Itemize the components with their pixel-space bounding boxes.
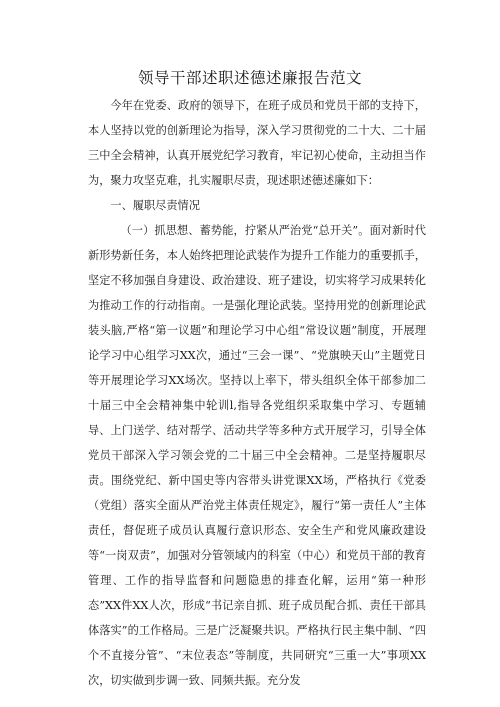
intro-paragraph: 今年在党委、政府的领导下，在班子成员和党员干部的支持下，本人坚持以党的创新理论为指导，深入学习贯彻党的二十大、二十届三中全会精神，认真开展党纪学习教育，牢记初心使命，主动担当作为，聚力攻坚克难，扎实履职尽责，现述职述德述廉如下： (88, 99, 426, 187)
section-heading: 一、履职尽责情况 (110, 199, 200, 212)
document-title: 领导干部述职述德述廉报告范文 (137, 69, 362, 87)
body-paragraph: （一）抓思想、蓄势能，拧紧从严治党“总开关”。面对新时代新形势新任务，本人始终把理论武装作为提升工作能力的重要抓手，坚定不移加强自身建设、政治建设、班子建设，切实将学习成果转化为推动工作的行动指南。一是强化理论武装。坚持用党的创新理论武装头脑,严格“第一议题”和理论学习中心组“常设议题”制度，开展理论学习中心组学习XX次，通过“三会一课”、“党旗映天山”主题党日等开展理论学习XX场次。坚持以上率下，带头组织全体干部参加二十届三中全会精神集中轮训l,指导各党组织采取集中学习、专题辅导、上门送学、结对帮学、活动共学等多种方式开展学习，引导全体党员干部深入学习领会党的二十届三中全会精神。二是坚持履职尽责。围绕党纪、新中国史等内容带头讲党课XX场，严格执行《党委（党组）落实全面从严治党主体责任规定》，履行“第一责任人”主体责任，督促班子成员认真履行意识形态、安全生产和党风廉政建设等“一岗双责”，加强对分管领域内的科室（中心）和党员干部的教育管理、工作的指导监督和问题隐患的排查化解，运用“第一种形态”XX件XX人次，形成“书记亲自抓、班子成员配合抓、责任干部具体落实”的工作格局。三是广泛凝聚共识。严格执行民主集中制、“四个不直接分管”、“末位表态”等制度，共同研究“三重一大”事项XX次，切实做到步调一致、同频共振。充分发 (88, 224, 426, 687)
document-body (88, 93, 426, 693)
